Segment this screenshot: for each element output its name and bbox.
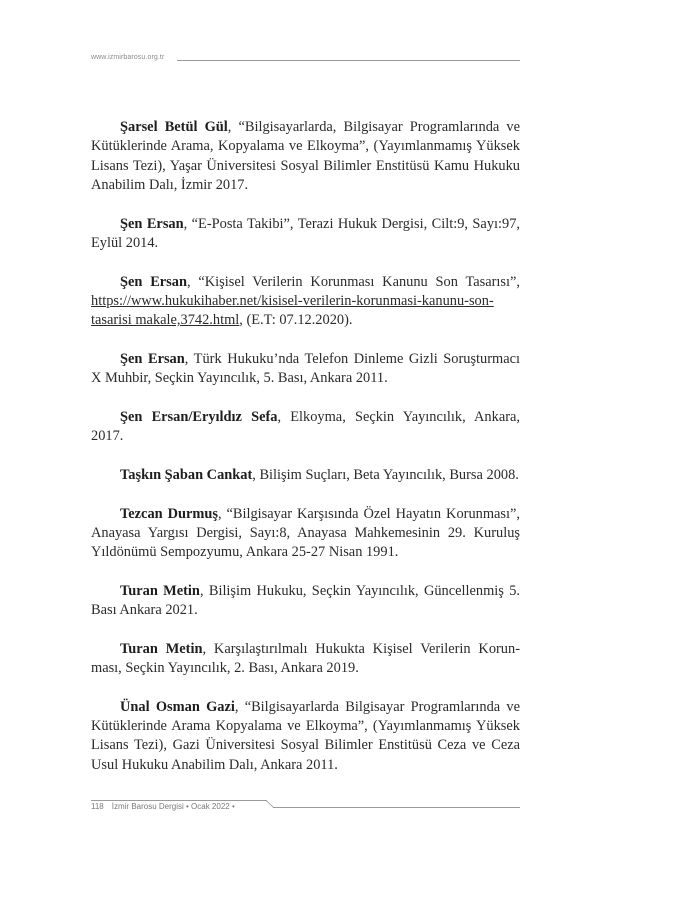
entry-link[interactable]: https://www.hukukihaber.net/kisisel-verilerin-korunmasi-kanunu-son-tasarisi makale,3742.html — [91, 292, 494, 329]
bibliography-entry — [91, 273, 520, 331]
header-rule — [177, 60, 520, 61]
bibliography-entry — [91, 118, 520, 195]
bibliography-entry — [91, 350, 520, 389]
footer-text — [91, 802, 235, 811]
bibliography-entry — [91, 640, 520, 679]
entry-author: Tezcan Durmuş — [120, 505, 218, 522]
footer-rule-left — [91, 800, 267, 801]
entry-citation: , Türk Hukuku’nda Telefon Dinleme Gizli Soruşturmacı X Muhbir, Seçkin Yayıncılık, 5. Bası, Ankara 2011. — [91, 350, 520, 387]
entry-author: Turan Metin — [120, 640, 203, 657]
entry-citation: , Karşılaştırılmalı Hukukta Kişisel Verilerin Korunması, Seçkin Yayıncılık, 2. Bası, Ankara 2019. — [91, 640, 520, 677]
entry-citation: , Elkoyma, Seçkin Yayıncılık, Ankara, 2017. — [91, 408, 520, 445]
bibliography-entry — [91, 582, 520, 621]
entry-author: Şen Ersan — [120, 273, 187, 290]
entry-citation-tail: , (E.T: 07.12.2020). — [239, 312, 353, 329]
journal-title: İzmir Barosu Dergisi • Ocak 2022 • — [111, 802, 235, 811]
page-header — [91, 54, 520, 66]
entry-author: Turan Metin — [120, 582, 200, 599]
bibliography-list — [91, 118, 520, 794]
entry-citation: , Bilişim Hukuku, Seçkin Yayıncılık, Güncellenmiş 5. Bası Ankara 2021. — [91, 582, 520, 619]
bibliography-entry — [91, 466, 520, 485]
bibliography-entry — [91, 698, 520, 775]
entry-citation: , “Bilgisayarlarda, Bilgisayar Programlarında ve Kütüklerinde Arama, Kopyalama ve Elkoyma”, (Yayımlanmamış Yüksek Lisans Tezi), Yaşar Üniversitesi Sosyal Bilimler Enstitüsü Kamu Hukuku Anabilim Dalı, İzmir 2017. — [91, 119, 520, 193]
footer-rule-right — [273, 807, 520, 808]
entry-citation: , Bilişim Suçları, Beta Yayıncılık, Bursa 2008. — [252, 466, 519, 483]
entry-author: Ünal Osman Gazi — [120, 698, 235, 715]
bibliography-entry — [91, 505, 520, 563]
entry-author: Şen Ersan — [120, 350, 185, 367]
page-number: 118 — [91, 802, 104, 811]
page-footer — [91, 800, 520, 814]
entry-author: Şen Ersan/Eryıldız Sefa — [120, 408, 278, 425]
entry-author: Şarsel Betül Gül — [120, 119, 228, 135]
bibliography-entry — [91, 408, 520, 447]
entry-citation: , “Bilgisayar Karşısında Özel Hayatın Korunması”, Anayasa Yargısı Dergisi, Sayı:8, Anayasa Mahkemesinin 29. Kuruluş Yıldönümü Sempozyumu, Ankara 25-27 Nisan 1991. — [91, 505, 520, 561]
entry-author: Taşkın Şaban Cankat — [120, 466, 253, 483]
entry-citation: , “Kişisel Verilerin Korunması Kanunu Son Tasarısı”, — [186, 273, 520, 290]
entry-citation: , “Bilgisayarlarda Bilgisayar Programlarında ve Kütüklerinde Arama Kopyalama ve Elkoyma”, (Yayımlanmamış Yüksek Lisans Tezi), Gazi Üniversitesi Sosyal Bilimler Enstitüsü Ceza ve Ceza Usul Hukuku Anabilim Dalı, Ankara 2011. — [91, 698, 520, 773]
bibliography-entry — [91, 215, 520, 254]
header-url: www.izmirbarosu.org.tr — [91, 54, 165, 61]
entry-citation: , “E-Posta Takibi”, Terazi Hukuk Dergisi, Cilt:9, Sayı:97, Eylül 2014. — [91, 215, 521, 251]
entry-author: Şen Ersan — [120, 215, 184, 232]
